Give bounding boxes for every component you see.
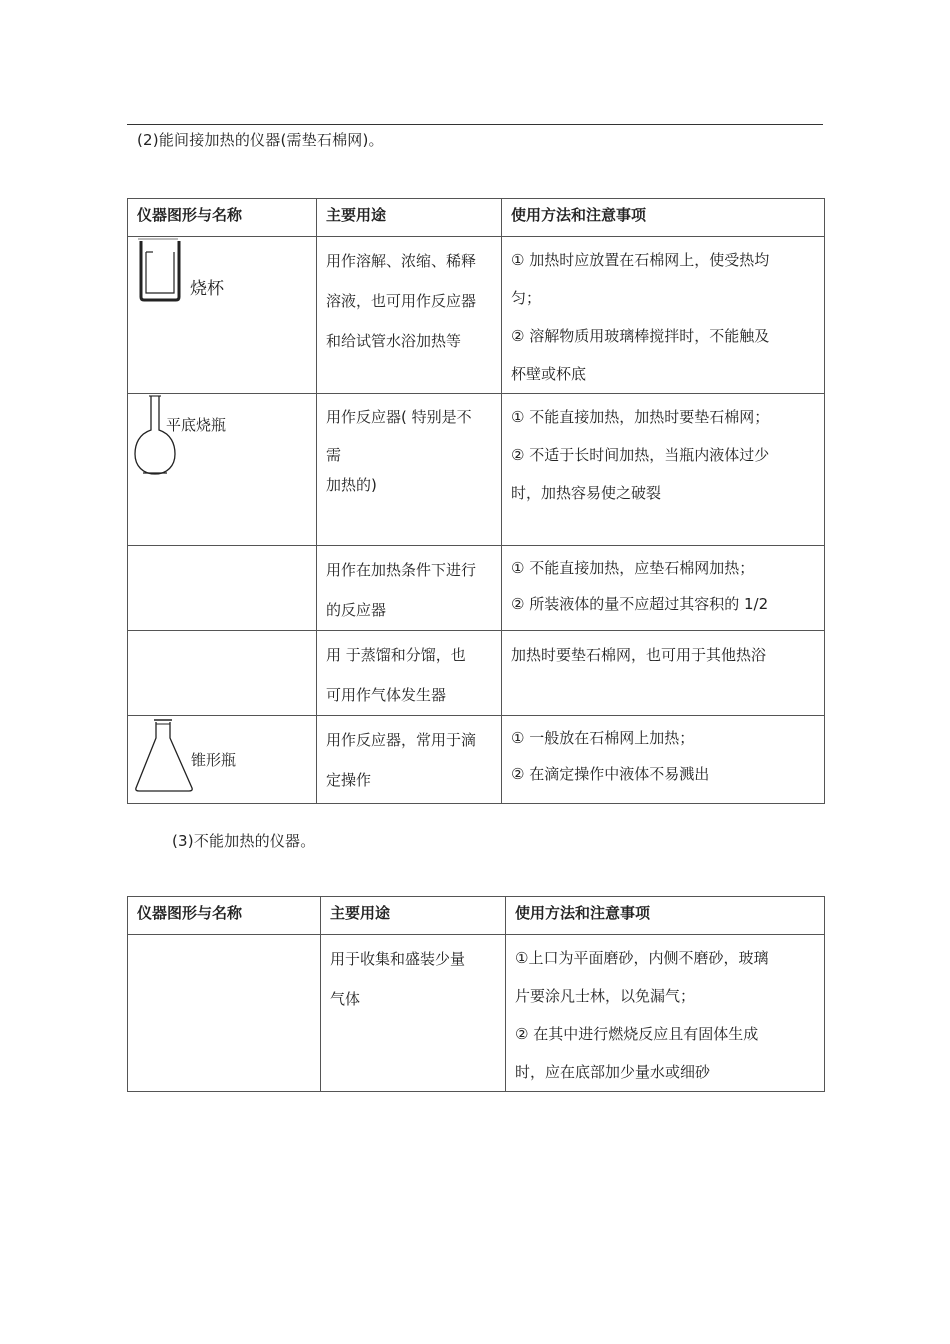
note-line: 匀；: [511, 289, 542, 307]
use-cell: [317, 394, 502, 546]
note-line: ② 不适于长时间加热，当瓶内液体过少: [511, 446, 770, 464]
use-line: 可用作气体发生器: [326, 686, 447, 704]
table-header-row: [128, 897, 825, 935]
note-line: ① 一般放在石棉网上加热；: [511, 729, 695, 747]
instrument-cell: [128, 546, 317, 631]
notes-cell: [502, 546, 825, 631]
notes-cell: [502, 394, 825, 546]
instrument-cell: [128, 394, 317, 546]
use-line: 用作反应器( 特别是不: [326, 408, 472, 426]
instrument-name: 平底烧瓶: [166, 416, 227, 434]
note-line: 加热时要垫石棉网，也可用于其他热浴: [511, 646, 767, 664]
use-line: 需: [326, 446, 342, 464]
use-line: 气体: [330, 990, 361, 1008]
note-line: 片要涂凡士林，以免漏气；: [515, 987, 696, 1005]
table-row: [128, 546, 825, 631]
section-heading-non-heatable: (3)不能加热的仪器。: [172, 832, 316, 850]
use-line: 的反应器: [326, 601, 387, 619]
table-row: [128, 716, 825, 804]
use-cell: [317, 546, 502, 631]
table-header-row: [128, 199, 825, 237]
flat-bottom-flask-icon: [133, 394, 177, 476]
note-line: ② 在其中进行燃烧反应且有固体生成: [515, 1025, 759, 1043]
instrument-cell: [128, 935, 321, 1092]
use-line: 用作溶解、浓缩、稀释: [326, 252, 477, 270]
note-line: ② 在滴定操作中液体不易溅出: [511, 765, 710, 783]
notes-cell: [502, 631, 825, 716]
instrument-cell: [128, 631, 317, 716]
column-header: 仪器图形与名称: [128, 897, 321, 935]
non-heatable-table: [127, 896, 825, 1092]
top-rule: [127, 124, 823, 125]
notes-cell: [502, 716, 825, 804]
use-line: 用于收集和盛装少量: [330, 950, 466, 968]
use-line: 和给试管水浴加热等: [326, 332, 462, 350]
note-line: ② 所装液体的量不应超过其容积的 1/2: [511, 595, 769, 613]
note-line: 杯壁或杯底: [511, 365, 587, 383]
use-line: 用作在加热条件下进行: [326, 561, 477, 579]
column-header: 主要用途: [321, 897, 506, 935]
instrument-cell: [128, 716, 317, 804]
note-line: ① 不能直接加热，加热时要垫石棉网；: [511, 408, 770, 426]
use-line: 溶液，也可用作反应器: [326, 292, 477, 310]
use-cell: [321, 935, 506, 1092]
use-line: 用作反应器，常用于滴: [326, 731, 477, 749]
table-row: [128, 237, 825, 394]
column-header: 主要用途: [317, 199, 502, 237]
table-row: [128, 394, 825, 546]
instrument-name: 锥形瓶: [191, 751, 237, 769]
use-line: 定操作: [326, 771, 372, 789]
note-line: ② 溶解物质用玻璃棒搅拌时，不能触及: [511, 327, 770, 345]
use-line: 加热的): [326, 476, 377, 494]
note-line: ① 不能直接加热，应垫石棉网加热；: [511, 559, 755, 577]
use-cell: [317, 716, 502, 804]
note-line: 时，加热容易使之破裂: [511, 484, 662, 502]
table-row: [128, 631, 825, 716]
column-header: 仪器图形与名称: [128, 199, 317, 237]
note-line: ①上口为平面磨砂，内侧不磨砂，玻璃: [515, 949, 769, 967]
section-heading-indirect-heating: (2)能间接加热的仪器(需垫石棉网)。: [137, 131, 384, 149]
indirect-heating-table: [127, 198, 825, 804]
use-cell: [317, 631, 502, 716]
note-line: 时，应在底部加少量水或细砂: [515, 1063, 711, 1081]
use-line: 用 于蒸馏和分馏，也: [326, 646, 466, 664]
instrument-name: 烧杯: [190, 279, 224, 299]
note-line: ① 加热时应放置在石棉网上，使受热均: [511, 251, 770, 269]
table-row: [128, 935, 825, 1092]
column-header: 使用方法和注意事项: [502, 199, 825, 237]
conical-flask-icon: [134, 718, 194, 794]
beaker-icon: [136, 237, 186, 303]
use-cell: [317, 237, 502, 394]
column-header: 使用方法和注意事项: [506, 897, 825, 935]
notes-cell: [502, 237, 825, 394]
instrument-cell: [128, 237, 317, 394]
notes-cell: [506, 935, 825, 1092]
